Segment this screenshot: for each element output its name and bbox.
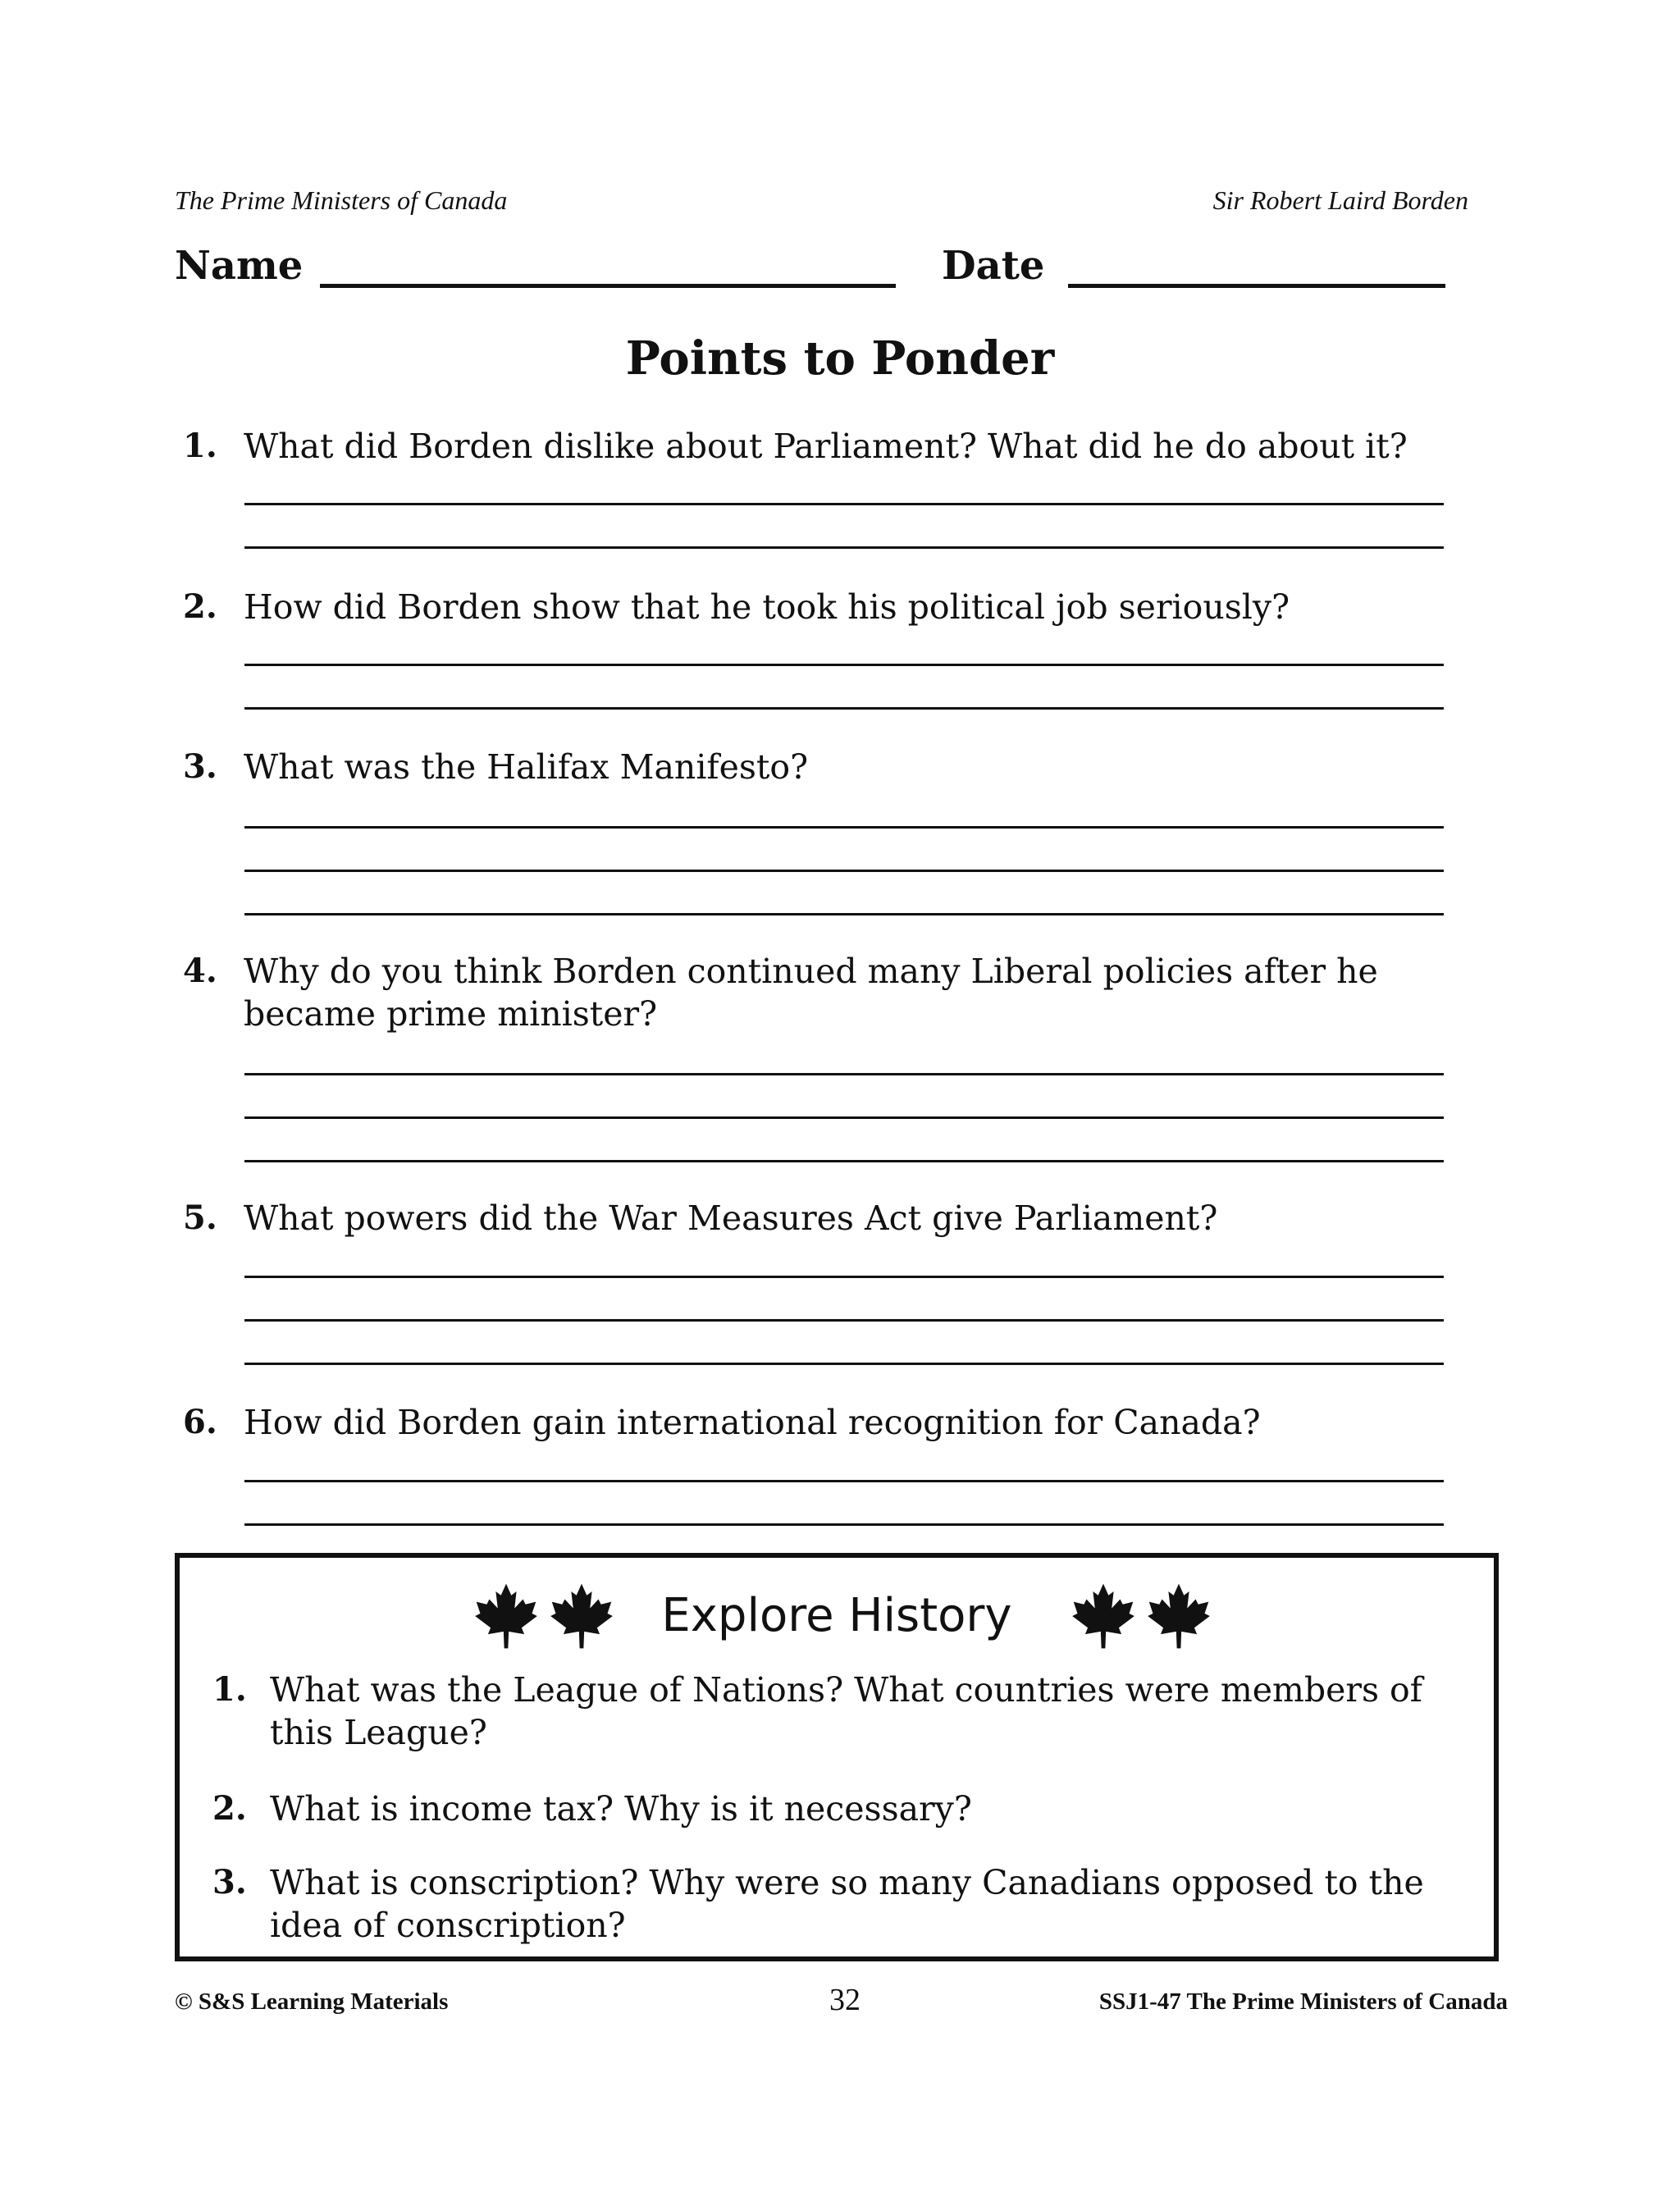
answer-line[interactable] xyxy=(244,913,1444,915)
answer-line[interactable] xyxy=(244,1523,1444,1526)
page-title: Points to Ponder xyxy=(625,331,1055,386)
answer-line[interactable] xyxy=(244,1160,1444,1162)
answer-line[interactable] xyxy=(244,1480,1444,1482)
answer-line[interactable] xyxy=(244,664,1444,666)
explore-item-text: What is income tax? Why is it necessary? xyxy=(270,1789,972,1829)
explore-history-box xyxy=(175,1553,1499,1961)
answer-line[interactable] xyxy=(244,1073,1444,1075)
answer-line[interactable] xyxy=(244,1276,1444,1278)
date-field[interactable] xyxy=(1068,284,1445,288)
answer-line[interactable] xyxy=(244,1319,1444,1322)
question-number: 5. xyxy=(183,1199,217,1237)
question-number: 1. xyxy=(183,427,217,465)
explore-item-text: What is conscription? Why were so many Canadians opposed to the idea of conscription? xyxy=(270,1863,1424,1945)
question-number: 2. xyxy=(183,587,217,626)
answer-line[interactable] xyxy=(244,826,1444,829)
name-label: Name xyxy=(175,243,304,289)
question-text: What did Borden dislike about Parliament? What did he do about it? xyxy=(244,427,1408,466)
question-number: 4. xyxy=(183,952,217,990)
explore-item-number: 2. xyxy=(212,1789,247,1828)
explore-item-number: 3. xyxy=(212,1863,247,1902)
name-field[interactable] xyxy=(320,284,896,288)
question-text: What was the Halifax Manifesto? xyxy=(244,747,809,787)
page-number: 32 xyxy=(829,1983,861,2017)
explore-item-text: What was the League of Nations? What countries were members of this League? xyxy=(270,1670,1422,1752)
header-subject: Sir Robert Laird Borden xyxy=(1212,185,1468,215)
answer-line[interactable] xyxy=(244,707,1444,710)
footer-series: SSJ1-47 The Prime Ministers of Canada xyxy=(1098,1988,1508,2015)
answer-line[interactable] xyxy=(244,1363,1444,1365)
answer-line[interactable] xyxy=(244,870,1444,872)
question-text: Why do you think Borden continued many Liberal policies after he became prime minister? xyxy=(244,952,1378,1034)
explore-item-number: 1. xyxy=(212,1670,247,1709)
date-label: Date xyxy=(942,243,1045,289)
answer-line[interactable] xyxy=(244,503,1444,505)
footer-copyright: © S&S Learning Materials xyxy=(175,1988,449,2015)
answer-line[interactable] xyxy=(244,546,1444,549)
question-number: 3. xyxy=(183,747,217,786)
question-text: How did Borden show that he took his political job seriously? xyxy=(244,587,1290,627)
maple-leaf-icon xyxy=(1146,1582,1212,1650)
question-text: How did Borden gain international recognition for Canada? xyxy=(244,1403,1261,1442)
maple-leaf-icon xyxy=(1071,1582,1136,1650)
answer-line[interactable] xyxy=(244,1116,1444,1119)
header-book-title: The Prime Ministers of Canada xyxy=(175,185,508,215)
question-number: 6. xyxy=(183,1403,217,1441)
explore-history-title: Explore History xyxy=(661,1589,1012,1642)
question-text: What powers did the War Measures Act give Parliament? xyxy=(244,1199,1218,1238)
